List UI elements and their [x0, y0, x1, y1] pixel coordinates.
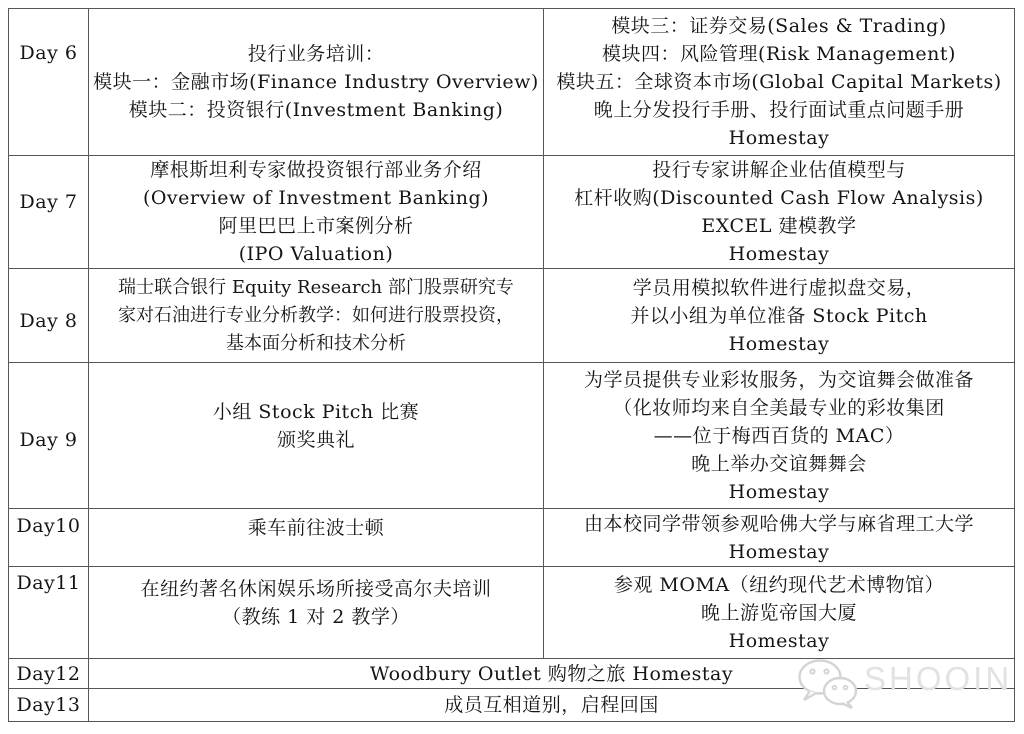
cell-line: 在纽约著名休闲娱乐场所接受高尔夫培训 [140, 577, 492, 600]
cell-line: 成员互相道别，启程回国 [444, 694, 659, 716]
cell-line: 参观 MOMA（纽约现代艺术博物馆） [613, 573, 945, 596]
cell-line: Homestay [728, 127, 830, 149]
cell-line: ——位于梅西百货的 MAC） [653, 424, 905, 447]
activity-cell [89, 363, 544, 509]
cell-line: Homestay [728, 540, 830, 563]
activity-cell [544, 363, 1015, 509]
day-cell [9, 363, 89, 509]
day-cell [9, 659, 89, 689]
day-label: Day10 [16, 514, 81, 537]
cell-line: 投行专家讲解企业估值模型与 [652, 159, 906, 181]
watermark-text: SHOOIN [864, 660, 1013, 697]
day-label: Day 8 [19, 309, 78, 332]
table-row-day7 [9, 156, 1015, 269]
cell-line: 模块一：金融市场(Finance Industry Overview) [93, 71, 539, 93]
table-row-day12 [9, 659, 1015, 689]
cell-line: 模块四：风险管理(Risk Management) [602, 43, 956, 65]
day-label: Day12 [16, 662, 81, 685]
cell-line: (IPO Valuation) [238, 243, 394, 265]
cell-line: 家对石油进行专业分析教学：如何进行股票投资， [118, 304, 514, 326]
day-label: Day 6 [19, 42, 78, 64]
day-cell [9, 689, 89, 722]
activity-cell-merged [89, 689, 1015, 722]
cell-line: EXCEL 建模教学 [701, 215, 857, 237]
activity-cell-merged [89, 659, 1015, 689]
cell-line: （化妆师均来自全美最专业的彩妆集团 [613, 396, 945, 419]
cell-line: 杠杆收购(Discounted Cash Flow Analysis) [574, 187, 984, 209]
cell-line: 为学员提供专业彩妆服务，为交谊舞会做准备 [583, 368, 974, 391]
cell-line: 模块三：证券交易(Sales & Trading) [611, 15, 947, 37]
table-row-day13 [9, 689, 1015, 722]
cell-line: 颁奖典礼 [276, 428, 355, 451]
cell-line: 模块二：投资银行(Investment Banking) [128, 99, 504, 121]
activity-cell [544, 509, 1015, 567]
cell-line: 阿里巴巴上市案例分析 [218, 215, 414, 237]
cell-line: 由本校同学带领参观哈佛大学与麻省理工大学 [583, 512, 974, 535]
cell-line: 小组 Stock Pitch 比赛 [212, 400, 420, 423]
cell-line: Homestay [728, 243, 830, 265]
day-cell [9, 567, 89, 659]
cell-line: 晚上举办交谊舞舞会 [691, 452, 867, 475]
day-cell [9, 269, 89, 363]
day-cell [9, 9, 89, 156]
table-row-day9 [9, 363, 1015, 509]
table-row-day8 [9, 269, 1015, 363]
cell-line: (Overview of Investment Banking) [142, 187, 490, 209]
day-label: Day11 [16, 571, 81, 594]
cell-line: 并以小组为单位准备 Stock Pitch [630, 304, 928, 327]
day-cell [9, 156, 89, 269]
cell-line: 基本面分析和技术分析 [226, 332, 406, 354]
cell-line: 晚上游览帝国大厦 [700, 601, 857, 624]
cell-line: 晚上分发投行手册、投行面试重点问题手册 [593, 99, 965, 121]
itinerary-table [8, 8, 1015, 722]
day-cell [9, 509, 89, 567]
cell-line: 乘车前往波士顿 [247, 516, 385, 539]
cell-line: 模块五：全球资本市场(Global Capital Markets) [556, 71, 1002, 93]
activity-cell [89, 509, 544, 567]
cell-line: （教练 1 对 2 教学） [222, 605, 410, 628]
cell-line: Homestay [728, 332, 830, 355]
cell-line: Homestay [728, 629, 830, 652]
cell-line: 学员用模拟软件进行虚拟盘交易， [632, 276, 926, 299]
activity-cell [89, 567, 544, 659]
activity-cell [544, 156, 1015, 269]
cell-line: 投行业务培训： [247, 43, 385, 65]
day-label: Day13 [16, 694, 81, 716]
cell-line: 摩根斯坦利专家做投资银行部业务介绍 [150, 159, 482, 181]
activity-cell [89, 9, 544, 156]
activity-cell [89, 156, 544, 269]
table-row-day11 [9, 567, 1015, 659]
activity-cell [89, 269, 544, 363]
table-row-day10 [9, 509, 1015, 567]
day-label: Day 7 [19, 191, 78, 213]
cell-line: 瑞士联合银行 Equity Research 部门股票研究专 [118, 276, 514, 298]
activity-cell [544, 9, 1015, 156]
day-label: Day 9 [19, 428, 78, 451]
cell-line: Homestay [728, 480, 830, 503]
activity-cell [544, 269, 1015, 363]
cell-line: Woodbury Outlet 购物之旅 Homestay [369, 662, 734, 685]
activity-cell [544, 567, 1015, 659]
table-row-day6 [9, 9, 1015, 156]
